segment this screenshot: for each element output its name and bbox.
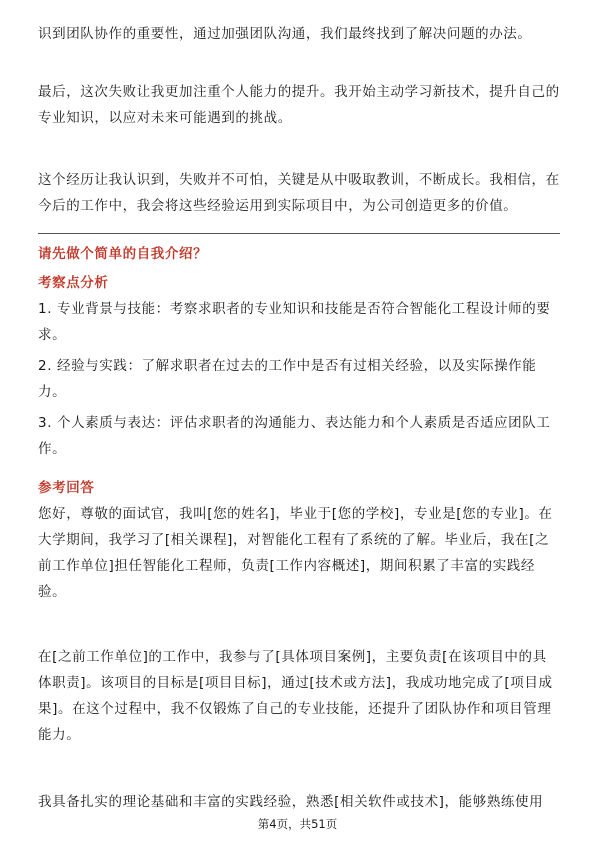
question-heading: 请先做个简单的自我介绍？	[38, 246, 208, 262]
analysis-item-3: 3. 个人素质与表达：评估求职者的沟通能力、表达能力和个人素质是否适应团队工作。	[38, 415, 551, 457]
paragraph-conclusion: 这个经历让我认识到，失败并不可怕，关键是从中吸取教训，不断成长。我相信，在今后的工作中，我会将这些经验运用到实际项目中，为公司创造更多的价值。	[38, 172, 560, 214]
answer-paragraph-2: 在[之前工作单位]的工作中，我参与了[具体项目案例]，主要负责[在该项目中的具体职责]。该项目的目标是[项目目标]，通过[技术或方法]，我成功地完成了[项目成果]。在这个过程中，我不仅锻炼了自己的专业技能，还提升了团队协作和项目管理能力。	[38, 649, 553, 743]
answer-paragraph-3: 我具备扎实的理论基础和丰富的实践经验，熟悉[相关软件或技术]，能够熟练使用	[38, 794, 544, 810]
page-number: 第4页，共51页	[257, 817, 338, 831]
answer-heading: 参考回答	[38, 480, 95, 496]
paragraph-continuation: 识到团队协作的重要性，通过加强团队沟通，我们最终找到了解决问题的办法。	[38, 26, 532, 42]
paragraph-self-improvement: 最后，这次失败让我更加注重个人能力的提升。我开始主动学习新技术，提升自己的专业知识，以应对未来可能遇到的挑战。	[38, 84, 560, 126]
analysis-item-1: 1. 专业背景与技能：考察求职者的专业知识和技能是否符合智能化工程设计师的要求。	[38, 301, 551, 343]
analysis-heading: 考察点分析	[38, 275, 109, 291]
answer-paragraph-1: 您好，尊敬的面试官，我叫[您的姓名]，毕业于[您的学校]，专业是[您的专业]。在大学期间，我学习了[相关课程]，对智能化工程有了系统的了解。毕业后，我在[之前工作单位]担任智能化工程师，负责[工作内容概述]，期间积累了丰富的实践经验。	[38, 506, 553, 600]
section-divider	[38, 233, 560, 234]
analysis-item-2: 2. 经验与实践：了解求职者在过去的工作中是否有过相关经验，以及实际操作能力。	[38, 358, 537, 400]
